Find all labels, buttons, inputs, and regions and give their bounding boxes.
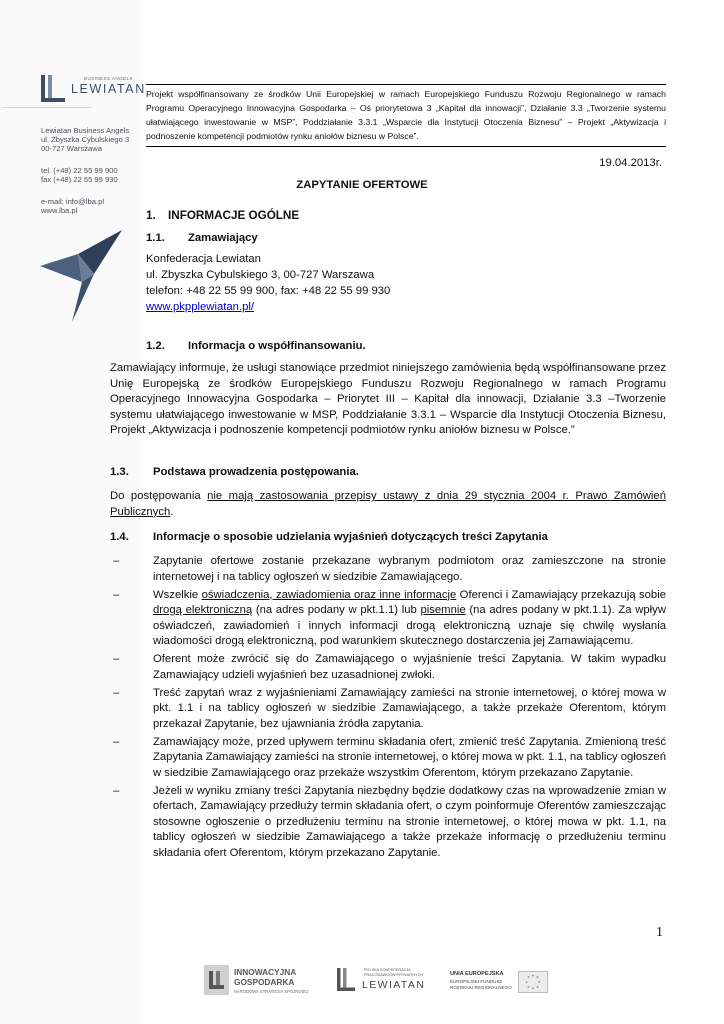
list-item	[110, 588, 666, 650]
origami-bird-icon	[38, 228, 124, 324]
list-item	[110, 652, 666, 683]
sidebar-address-line: Lewiatan Business Angels	[41, 126, 130, 135]
section-label: Zamawiający	[188, 232, 258, 244]
list-item-text: Jeżeli w wyniku zmiany treści Zapytania niezbędny będzie dodatkowy czas na wprowadzenie zmian w ofertach, Zamawiający przedłuży termin składania ofert, o czym poinformuje Oferentów zamieszczając stosowne ogłoszenie o przedłużeniu terminu na stronie internetowej, o której mowa w pkt. 1.1, na tablicy ogłoszeń w siedzibie Zamawiającego a także przekaże informację o przedłużeniu terminu składania ofert Oferentom, którym przekazano Zapytanie.	[153, 784, 666, 859]
section-number: 1.4.	[110, 531, 129, 543]
list-item-underlined: drogą elektroniczną	[153, 604, 253, 616]
section-1-3-heading	[110, 466, 359, 478]
list-item-underlined: pisemnie	[420, 604, 466, 616]
lewiatan-tag-line: PRACODAWCÓW PRYWATNYCH	[364, 973, 424, 977]
list-item-text: Wszelkie	[153, 588, 202, 601]
document-title: ZAPYTANIE OFERTOWE	[296, 179, 428, 191]
logo-tagline: BUSINESS ANGELS	[84, 76, 133, 81]
sidebar-divider	[2, 107, 92, 108]
contact-phone: telefon: +48 22 55 99 900, fax: +48 22 55 99 930	[146, 284, 391, 297]
innowacyjna-gospodarka-logo-icon	[204, 965, 229, 995]
sidebar-address-line: ul. Zbyszka Cybulskiego 3	[41, 135, 130, 144]
contact-address: ul. Zbyszka Cybulskiego 3, 00-727 Warszawa	[146, 268, 375, 281]
lewiatan-footer-logo	[336, 967, 432, 997]
project-header: Projekt współfinansowany ze środków Unii Europejskiej w ramach Europejskiego Funduszu Rozwoju Regionalnego w ramach Programu Operacyjnego Innowacyjna Gospodarka – Oś priorytetowa 3 „Kapitał dla innowacji”, Działanie 3.3 „Tworzenie systemu ułatwiającego inwestowanie w MSP”, Poddziałanie 3.3.1 „Wsparcie dla Instytucji Otoczenia Biznesu” – Projekt „Aktywizacja i podnoszenie kompetencji podmiotów rynku aniołów biznesu w Polsce”.	[146, 84, 666, 147]
lewiatan-tag-line: POLSKA KONFEDERACJA	[364, 968, 411, 972]
contact-name: Konfederacja Lewiatan	[146, 253, 261, 265]
list-item	[110, 735, 666, 782]
list-item-text: (na adres podany w pkt.1.1) lub	[252, 604, 421, 616]
dash-marker: –	[113, 686, 120, 699]
lewiatan-logo-icon	[40, 74, 66, 104]
eu-logo	[444, 969, 548, 999]
list-item	[110, 784, 666, 862]
lba-logo	[40, 74, 146, 104]
document-date: 19.04.2013r.	[599, 157, 662, 169]
legal-basis-end: .	[170, 505, 174, 518]
dash-marker: –	[113, 555, 120, 567]
list-item-underlined: oświadczenia, zawiadomienia oraz inne informacje	[201, 588, 457, 601]
cofinancing-paragraph: Zamawiający informuje, że usługi stanowiące przedmiot niniejszego zamówienia będą współfinansowane przez Unię Europejską ze środków Europejskiego Funduszu Rozwoju Regionalnego w ramach Programu Operacyjnego Innowacyjna Gospodarka – Priorytet III – Kapitał dla innowacji, Działanie 3.3 –Tworzenie systemu ułatwiającego inwestowanie w MSP, Poddziałanie 3.3.1 – Wsparcie dla Instytucji Otoczenia Biznesu, Projekt „Aktywizacja i podnoszenie kompetencji podmiotów rynku aniołów biznesu w Polsce.”	[110, 362, 666, 437]
legal-basis-text: Do postępowania	[110, 490, 208, 502]
section-label: INFORMACJE OGÓLNE	[168, 209, 300, 222]
dash-marker: –	[113, 735, 120, 748]
logo-wordmark: LEWIATAN	[71, 82, 146, 96]
dash-marker: –	[113, 588, 120, 601]
lewiatan-wordmark: LEWIATAN	[362, 979, 426, 991]
lewiatan-tagline	[364, 968, 423, 978]
sidebar-email: e-mail: info@lba.pl	[41, 197, 105, 206]
clarification-list	[110, 554, 666, 864]
eu-subtitle	[450, 979, 512, 991]
section-label: Informacje o sposobie udzielania wyjaśnień dotyczących treści Zapytania	[153, 531, 548, 543]
section-label: Informacja o współfinansowaniu.	[188, 340, 366, 352]
legal-basis-paragraph	[110, 489, 666, 520]
innowacyjna-gospodarka-logo	[204, 965, 320, 999]
list-item-text: Zapytanie ofertowe zostanie przekazane wybranym podmiotom oraz zamieszczone na stronie internetowej i na tablicy ogłoszeń w siedzibie Zamawiającego.	[153, 555, 666, 583]
list-item-text: Oferent może zwrócić się do Zamawiającego o wyjaśnienie treści Zapytania. W takim wypadku Zamawiający udzieli wyjaśnień bez uzasadnionej zwłoki.	[153, 653, 666, 681]
dash-marker: –	[113, 653, 120, 665]
sidebar-website: www.lba.pl	[41, 206, 78, 215]
section-1-1-heading	[146, 232, 258, 244]
sidebar-address-line: 00-727 Warszawa	[41, 144, 102, 153]
eu-flag-icon	[518, 971, 548, 993]
contact-website-link[interactable]: www.pkpplewiatan.pl/	[146, 300, 255, 313]
list-item-text: Treść zapytań wraz z wyjaśnieniami Zamawiający zamieści na stronie internetowej, o której mowa w pkt. 1.1 i na tablicy ogłoszeń w siedzibie Zamawiającego, a także przekaże Oferentom, którym przekazał Zapytanie, bez ujawniania źródła zapytania.	[153, 686, 666, 730]
page-number: 1	[656, 925, 663, 940]
ig-line-2: GOSPODARKA	[234, 977, 295, 987]
contact-block	[146, 252, 390, 316]
dash-marker: –	[113, 784, 120, 797]
list-item-text: Oferenci i Zamawiający przekazują sobie	[456, 588, 667, 601]
ig-line-1: INNOWACYJNA	[234, 967, 297, 977]
sidebar-phone: tel. (+48) 22 55 99 900	[41, 166, 118, 175]
section-number: 1.1.	[146, 232, 165, 244]
section-1-heading	[146, 209, 299, 222]
list-item-text: (na adres podany w pkt.1.1). Za wpływ oświadczeń, zawiadomień i innych informacji drogą elektroniczną uznaje się chwilę wysłania wiadomości drogą elektroniczną, pod warunkiem skutecznego dostarczenia jej Zamawiającemu.	[153, 604, 666, 647]
lewiatan-logo-icon	[336, 967, 356, 993]
eu-subtitle-line: EUROPEJSKI FUNDUSZ	[450, 979, 503, 984]
section-label: Podstawa prowadzenia postępowania.	[153, 466, 359, 478]
ig-line-3: NARODOWA STRATEGIA SPÓJNOŚCI	[234, 989, 309, 994]
eu-title: UNIA EUROPEJSKA	[450, 971, 504, 977]
legal-basis-underlined: nie mają zastosowania przepisy ustawy z dnia 29 stycznia 2004 r. Prawo Zamówień Publicznych	[110, 490, 667, 518]
section-1-2-heading	[146, 340, 366, 352]
section-number: 1.2.	[146, 340, 165, 352]
section-1-4-heading	[110, 531, 548, 543]
eu-subtitle-line: ROZWOJU REGIONALNEGO	[450, 985, 512, 990]
sidebar-fax: fax (+48) 22 55 99 930	[41, 175, 118, 184]
list-item	[110, 686, 666, 733]
list-item	[110, 554, 666, 585]
list-item-text: Zamawiający może, przed upływem terminu składania ofert, zmienić treść Zapytania. Zmienioną treść Zapytania Zamawiający zamieści na stronie internetowej, o której mowa w pkt. 1.1, na tablicy ogłoszeń w siedzibie Zamawiającego oraz przekaże wszystkim Oferentom, którym przekazano Zapytanie.	[153, 735, 666, 779]
section-number: 1.	[146, 209, 156, 222]
section-number: 1.3.	[110, 466, 129, 478]
